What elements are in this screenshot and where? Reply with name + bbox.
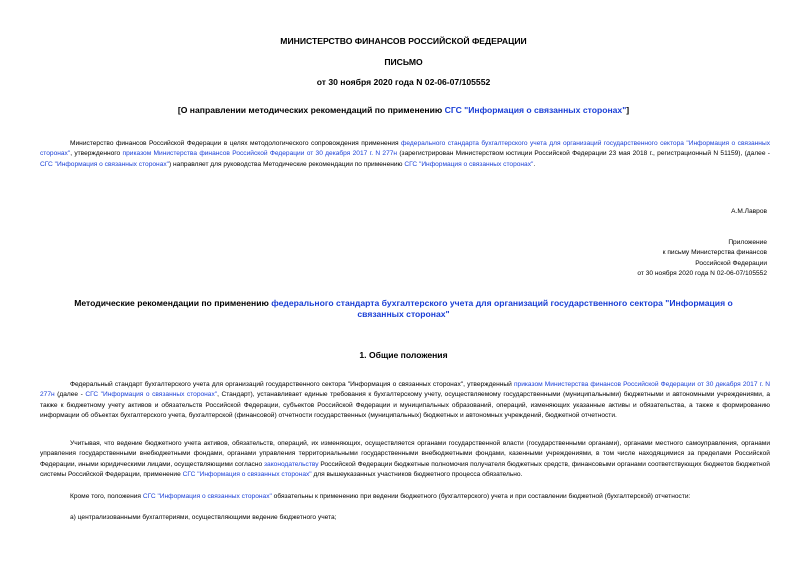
para1-text-2: (далее - [54,391,86,399]
intro-text-5: . [533,160,536,168]
doc-title-link[interactable]: СГС "Информация о связанных сторонах" [444,105,627,115]
para3-text-1: Кроме того, положения [70,493,143,500]
appendix-line-4: от 30 ноября 2020 года N 02-06-07/105552 [637,270,767,278]
appendix-line-2: к письму Министерства финансов [662,249,767,257]
paragraph-3 [40,492,770,502]
paragraph-1 [40,380,770,422]
para1-text-1: Федеральный стандарт бухгалтерского учета для организаций государственного сектора "Информация о связанных сторонах", утвержденный [70,381,514,388]
para3-link-sgs[interactable]: СГС "Информация о связанных сторонах" [142,493,272,500]
intro-text-2: , утвержденного [70,150,123,158]
doc-title-suffix: ] [626,105,630,115]
section-1-title: 1. Общие положения [359,350,448,360]
para2-link-sgs[interactable]: СГС "Информация о связанных сторонах" [182,471,312,479]
para2-text-3: для вышеуказанных участников бюджетного процесса обязательно. [311,471,523,479]
paragraph-4: а) централизованными бухгалтериями, осуществляющими ведение бюджетного учета; [70,514,337,521]
para2-text-2: Российской Федерации бюджетные полномочия получателя бюджетных средств, финансовыми органами соответствующих бюджетов бюджетной системы Российской Федерации, применение [40,460,770,479]
para1-link-order[interactable]: приказом Министерства финансов Российской Федерации от 30 декабря 2017 г. N 277н [40,381,770,399]
intro-link-sgs-2[interactable]: СГС "Информация о связанных сторонах" [404,160,534,168]
intro-text-1: Министерство финансов Российской Федерации в целях методологического сопровождения применения [70,140,401,147]
intro-text-4: ) направляет для руководства Методические рекомендации по применению [169,160,405,168]
para2-text-1: Учитывая, что ведение бюджетного учета активов, обязательств, операций, их изменяющих, осуществляется органами государственной власти (государственными органами), органами местного самоуправления, органами управления государственными внебюджетными фондами, органами управления территориальными государственными внебюджетными фондами, казенными учреждениями, в том числе находящимися за пределами Российской Федерации, иными юридическими лицами, осуществляющими согласно [40,440,770,468]
para1-link-sgs[interactable]: СГС "Информация о связанных сторонах" [85,391,218,399]
para1-text-3: , Стандарт), устанавливает единые требования к бухгалтерскому учету, осуществляемому государственными (муниципальными) бюджетными и автономными учреждениями, а также к бюджетному учету активов и обязательств Российской Федерации, субъектов Российской Федерации и муниципальных образований, операций, изменяющих указанные активы и обязательства, а также к формированию информации об объектах бухгалтерского учета, бухгалтерской (финансовой) отчетности государственных (муниципальных) бюджетных и автономных учреждений, бюджетной отчетности. [40,391,771,420]
appendix-line-1: Приложение [728,239,767,246]
doc-date-number: от 30 ноября 2020 года N 02-06-07/105552 [316,77,491,87]
para3-text-2: обязательны к применению при ведении бюджетного (бухгалтерского) учета и при составлении бюджетной (бухгалтерской) отчетности: [271,493,691,500]
recommendations-title-prefix: Методические рекомендации по применению [74,298,272,308]
intro-link-standard[interactable]: федерального стандарта бухгалтерского учета для организаций государственного сектора "Информация о связанных сторонах" [40,140,770,158]
doc-title [0,105,807,115]
appendix-block [637,238,767,280]
paragraph-2 [40,439,770,481]
para2-link-legislation[interactable]: законодательству [264,460,319,468]
recommendations-title-link[interactable]: федерального стандарта бухгалтерского учета для организаций государственного сектора "Информация о связанных сторонах" [271,298,733,319]
doc-type: ПИСЬМО [384,57,423,67]
intro-link-sgs-1[interactable]: СГС "Информация о связанных сторонах" [40,160,169,168]
intro-text-3: (зарегистрирован Министерством юстиции Российской Федерации 23 мая 2018 г., регистрационный N 51159), (далее - [397,150,770,158]
ministry-title: МИНИСТЕРСТВО ФИНАНСОВ РОССИЙСКОЙ ФЕДЕРАЦИИ [280,36,527,46]
intro-paragraph [40,139,770,170]
signature: А.М.Лавров [731,208,767,215]
recommendations-title [50,298,757,320]
appendix-line-3: Российской Федерации [695,259,767,267]
intro-link-order[interactable]: приказом Министерства финансов Российской Федерации от 30 декабря 2017 г. N 277н [122,150,398,158]
doc-title-prefix: [О направлении методических рекомендаций по применению [177,105,445,115]
